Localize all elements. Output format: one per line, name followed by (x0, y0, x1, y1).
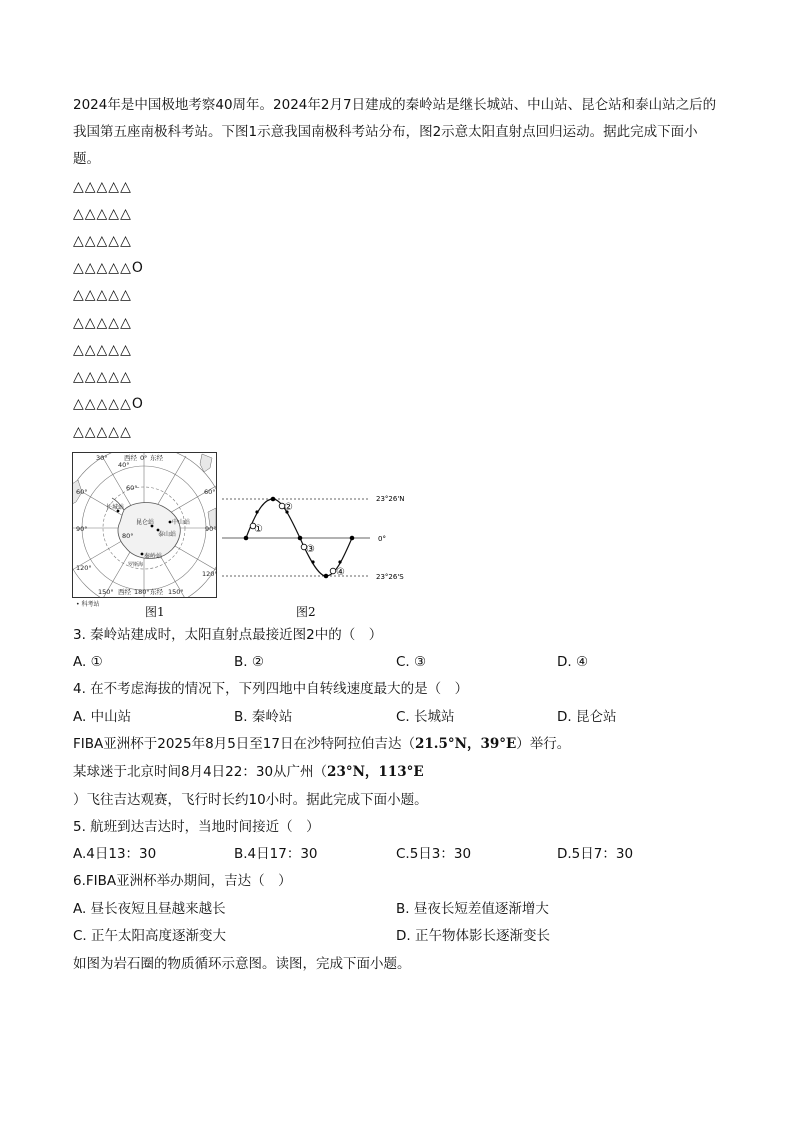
intro-line-3: 题。 (73, 151, 100, 167)
label-lon: 60° (204, 488, 216, 496)
intro-line-2: 我国第五座南极科考站。下图1示意我国南极科考站分布，图2示意太阳直射点回归运动。据此完成下面小 (73, 124, 698, 140)
triangle-row: △△△△△ (73, 424, 132, 440)
curve-node (324, 574, 329, 579)
label-lon: 90° (205, 525, 217, 533)
label-lon: 120° (76, 564, 92, 572)
question-6-stem: 6.FIBA亚洲杯举办期间，吉达（ ） (73, 873, 292, 889)
question-6-option-d: D. 正午物体影长逐渐变长 (396, 928, 550, 944)
legend-station: • 科考站 (76, 601, 100, 608)
question-5-option-d: D.5日7：30 (557, 846, 634, 862)
question-3-option-d: D. ④ (557, 654, 589, 670)
question-3-option-a: A. ① (73, 654, 103, 670)
point-label-1: ① (254, 524, 263, 535)
triangle-row: △△△△△O (73, 396, 144, 412)
question-3-option-b: B. ② (234, 654, 264, 670)
label-lat: 40° (118, 461, 130, 469)
triangle-row: △△△△△O (73, 260, 144, 276)
triangle-row: △△△△△ (73, 233, 132, 249)
passage-2-line-3: ）飞往吉达观赛，飞行时长约10小时。据此完成下面小题。 (73, 792, 428, 808)
curve-node (271, 497, 276, 502)
question-5-option-c: C.5日3：30 (396, 846, 472, 862)
label-west: 西经 (124, 454, 137, 462)
curve-node (255, 510, 258, 513)
equator-label: 0° (378, 535, 386, 543)
label-east: 东经 (150, 454, 163, 462)
triangle-row: △△△△△ (73, 369, 132, 385)
label-lat: 60° (76, 488, 88, 496)
question-5-option-a: A.4日13：30 (73, 846, 157, 862)
station-dot-qinling (141, 553, 144, 556)
question-6-option-b: B. 昼夜长短差值逐渐增大 (396, 901, 549, 917)
label-lon: 120° (202, 570, 218, 578)
curve-node (311, 560, 314, 563)
passage-text: FIBA亚洲杯于2025年8月5日至17日在沙特阿拉伯吉达（ (73, 736, 415, 752)
label-zero: 0° (140, 454, 148, 462)
triangle-row: △△△△△ (73, 179, 132, 195)
passage-coordinates: 21.5°N，39°E (414, 736, 517, 752)
triangle-row: △△△△△ (73, 287, 132, 303)
station-dot-zhongshan (169, 521, 172, 524)
question-4-stem: 4. 在不考虑海拔的情况下，下列四地中自转线速度最大的是（ ） (73, 681, 469, 697)
triangle-row: △△△△△ (73, 206, 132, 222)
question-3-stem: 3. 秦岭站建成时，太阳直射点最接近图2中的（ ） (73, 627, 383, 643)
figure-1-caption: 图1 (145, 605, 165, 619)
label-180: 180° (134, 588, 150, 596)
intro-line-1: 2024年是中国极地考察40周年。2024年2月7日建成的秦岭站是继长城站、中山站、昆仑站和泰山站之后的 (73, 97, 717, 113)
point-label-3: ③ (306, 544, 315, 555)
tropic-capricorn-label: 23°26'S (376, 573, 404, 581)
figure-2-caption: 图2 (296, 605, 316, 619)
question-4-option-b: B. 秦岭站 (234, 709, 293, 725)
tropic-cancer-label: 23°26'N (376, 495, 405, 503)
passage-3: 如图为岩石圈的物质循环示意图。读图，完成下面小题。 (73, 956, 411, 972)
sun-direct-point-curve (220, 486, 420, 586)
curve-node (350, 536, 355, 541)
label-lat: 30° (96, 454, 108, 462)
station-label: 秦岭站 (144, 553, 163, 560)
label-east: 东经 (150, 588, 163, 596)
question-4-option-c: C. 长城站 (396, 709, 455, 725)
question-6-option-a: A. 昼长夜短且昼越来越长 (73, 901, 226, 917)
label-lon: 150° (168, 588, 184, 596)
question-5-option-b: B.4日17：30 (234, 846, 318, 862)
label-lat: 60° (126, 484, 138, 492)
question-4-option-a: A. 中山站 (73, 709, 132, 725)
triangle-row: △△△△△ (73, 315, 132, 331)
station-label: 中山站 (172, 519, 191, 526)
point-label-4: ④ (336, 567, 345, 578)
label-west: 西经 (118, 588, 131, 596)
question-6-option-c: C. 正午太阳高度逐渐变大 (73, 928, 227, 944)
question-5-stem: 5. 航班到达吉达时，当地时间接近（ ） (73, 819, 320, 835)
passage-coordinates: 23°N，113°E (327, 764, 424, 780)
station-label: 长城站 (106, 504, 125, 511)
antarctic-station-map (72, 452, 220, 612)
curve-node (244, 536, 249, 541)
curve-node (298, 536, 303, 541)
question-3-option-c: C. ③ (396, 654, 427, 670)
curve-node (338, 560, 341, 563)
station-label: 泰山站 (158, 531, 177, 538)
label-lon: 150° (98, 588, 114, 596)
sea-label: 罗斯海 (128, 562, 144, 568)
passage-2-line-1 (73, 735, 570, 753)
passage-text: ）举行。 (516, 736, 571, 752)
passage-2-line-2 (73, 763, 424, 781)
point-label-2: ② (284, 502, 293, 513)
triangle-row: △△△△△ (73, 342, 132, 358)
question-4-option-d: D. 昆仑站 (557, 709, 617, 725)
station-label: 昆仑站 (136, 519, 155, 526)
passage-text: 某球迷于北京时间8月4日22：30从广州（ (73, 764, 328, 780)
label-lat: 80° (122, 532, 134, 540)
point-marker-4 (330, 568, 336, 574)
label-lon: 90° (76, 525, 88, 533)
